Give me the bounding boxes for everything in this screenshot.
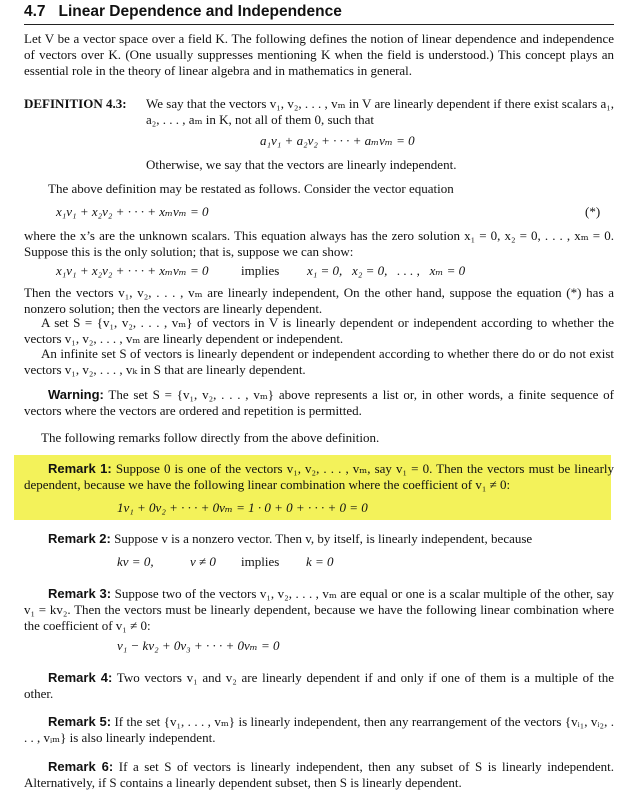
section-heading [24,4,614,20]
remark-2-eq-a: kv = 0, [117,554,154,569]
infinite-set-paragraph: An infinite set S of vectors is linearly dependent or independent according to whether there do or do not exist vectors v₁, v₂, . . . , vₖ in S that are linearly dependent. [24,346,614,377]
remark-3-label: Remark 3: [48,586,112,601]
remark-3 [24,586,614,634]
set-paragraph: A set S = {v₁, v₂, . . . , vₘ} of vectors in V is linearly dependent or independent according to whether the vectors v₁, v₂, . . . , vₘ are linearly dependent or independent. [24,315,614,346]
section-title: Linear Dependence and Independence [58,3,342,20]
implies-word: implies [241,263,280,278]
equation-star-tag: (*) [585,204,601,219]
remark-6 [24,759,614,791]
implies-eq-lhs: x₁v₁ + x₂v₂ + · · · + xₘvₘ = 0 [56,263,209,278]
section-number: 4.7 [24,3,46,20]
remark-2-label: Remark 2: [48,531,111,546]
remark-5-text: If the set {v₁, . . . , vₘ} is linearly independent, then any rearrangement of the vectors {vᵢ₁, vᵢ₂, . . . , vᵢₘ} is also linearly independent. [24,714,614,745]
remark-6-label: Remark 6: [48,759,114,774]
remark-2-text: Suppose v is a nonzero vector. Then v, by itself, is linearly independent, because [114,531,533,546]
definition-label: DEFINITION 4.3: [24,96,127,111]
warning-text: The set S = {v₁, v₂, . . . , vₘ} above represents a list or, in other words, a finite sequence of vectors where the vectors are ordered and repetition is permitted. [24,387,615,418]
remark-3-text: Suppose two of the vectors v₁, v₂, . . . , vₘ are equal or one is a scalar multiple of the other, say v₁ = kv₂. Then the vectors must be linearly dependent, because we have the following linear combination where the coefficient of v₁ ≠ 0: [24,586,615,633]
remark-1-label: Remark 1: [48,461,112,476]
remark-2 [24,531,614,547]
remark-5-label: Remark 5: [48,714,112,729]
remark-2-eq-b: v ≠ 0 [190,554,216,569]
remark-1-text: Suppose 0 is one of the vectors v₁, v₂, . . . , vₘ, say v₁ = 0. Then the vectors must be linearly dependent, because we have the following linear combination where the coefficient of v₁ ≠ 0: [24,461,615,492]
intro-paragraph: Let V be a vector space over a field K. The following defines the notion of linear dependence and independence of vectors over K. (One usually suppresses mentioning K when the field is understood.) This concept plays an essential role in the theory of linear algebra and in mathematics in general. [24,31,614,78]
restated-paragraph: The above definition may be restated as follows. Consider the vector equation [48,181,454,196]
definition-equation: a₁v₁ + a₂v₂ + · · · + aₘvₘ = 0 [260,133,415,148]
definition-text: We say that the vectors v₁, v₂, . . . , vₘ in V are linearly dependent if there exist scalars a₁, a₂, . . . , aₘ in K, not all of them 0, such that [146,96,614,127]
then-paragraph: Then the vectors v₁, v₂, . . . , vₘ are linearly independent, On the other hand, suppose the equation (*) has a nonzero solution; then the vectors are linearly dependent. [24,285,614,316]
remark-1 [24,461,614,493]
implies-eq-rhs: x₁ = 0, x₂ = 0, . . . , xₘ = 0 [307,263,466,278]
remark-4 [24,670,614,702]
remark-2-eq-c: k = 0 [306,554,334,569]
remark-1-equation: 1v₁ + 0v₂ + · · · + 0vₘ = 1 · 0 + 0 + · · · + 0 = 0 [117,500,368,515]
remark-4-text: Two vectors v₁ and v₂ are linearly dependent if and only if one of them is a multiple of the other. [24,670,615,701]
remarks-intro: The following remarks follow directly from the above definition. [41,430,380,445]
unknowns-paragraph: where the x’s are the unknown scalars. This equation always has the zero solution x₁ = 0, x₂ = 0, . . . , xₘ = 0. Suppose this is the only solution; that is, suppose we can show: [24,228,614,259]
equation-star: x₁v₁ + x₂v₂ + · · · + xₘvₘ = 0 [56,204,209,219]
remark-4-label: Remark 4: [48,670,113,685]
heading-rule [24,24,614,25]
remark-6-text: If a set S of vectors is linearly independent, then any subset of S is linearly independent. Alternatively, if S contains a linearly dependent subset, then S is linearly dependent. [24,759,615,790]
remark-2-implies: implies [241,554,280,569]
definition-otherwise: Otherwise, we say that the vectors are linearly independent. [146,157,457,172]
warning-paragraph [24,387,614,419]
remark-5 [24,714,614,746]
warning-label: Warning: [48,387,104,402]
remark-3-equation: v₁ − kv₂ + 0v₃ + · · · + 0vₘ = 0 [117,638,280,653]
